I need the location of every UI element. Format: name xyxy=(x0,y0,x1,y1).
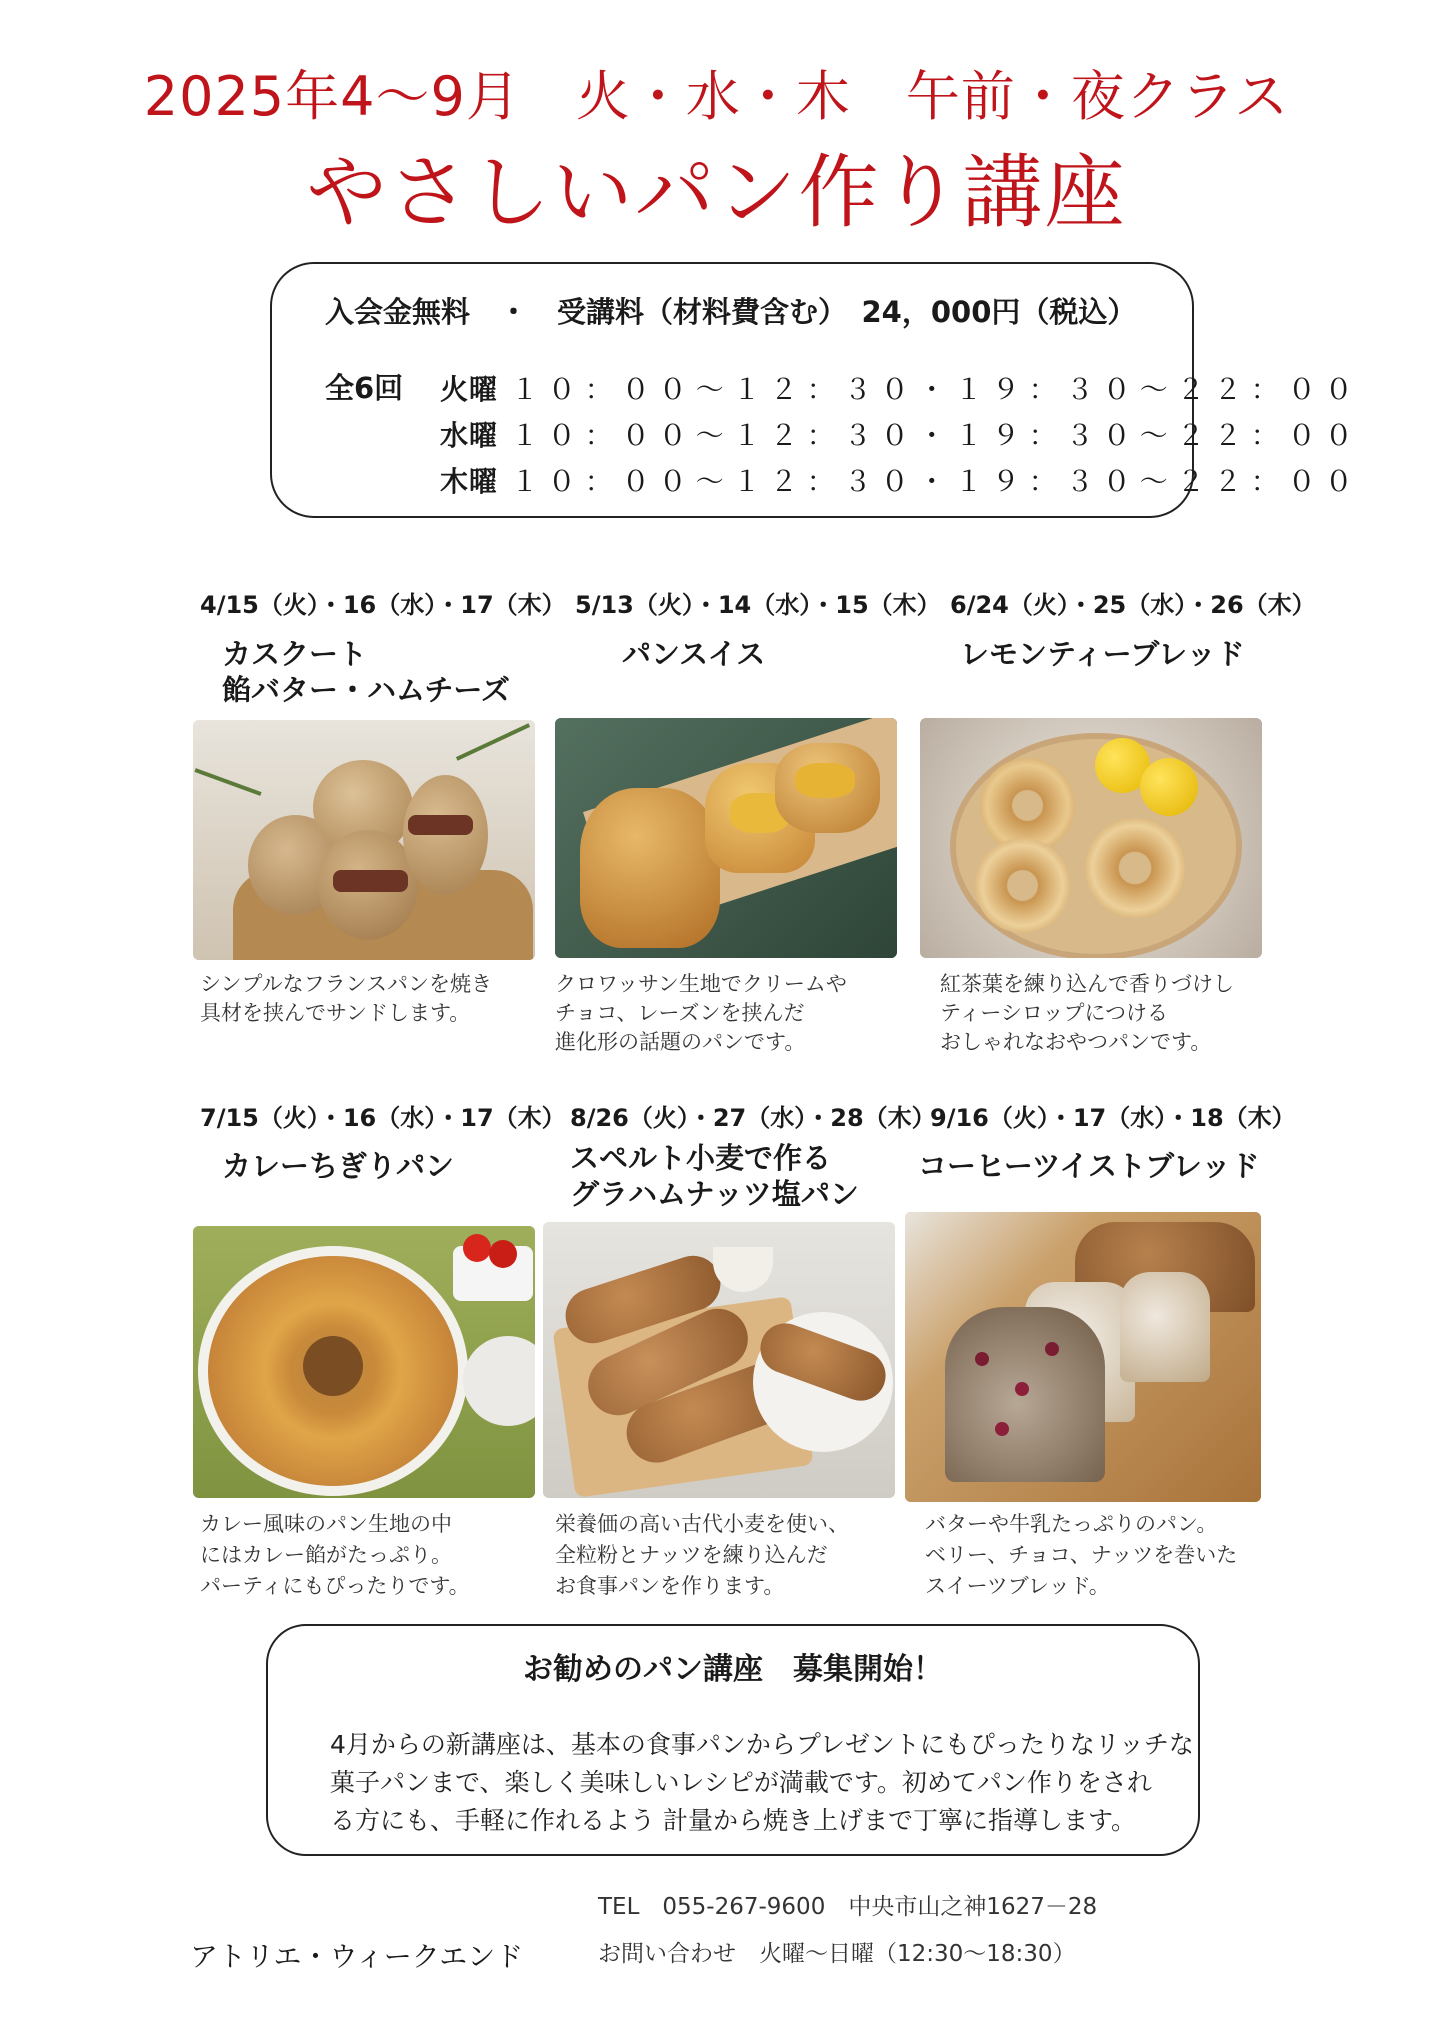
schedule-time: １０：００～１２：３０・１９：３０～２２：００ xyxy=(510,419,1362,452)
schedule-day: 火曜 xyxy=(440,373,499,406)
class-photo-pain-suisse xyxy=(555,718,897,958)
class-description: にはカレー餡がたっぷり。 xyxy=(200,1543,452,1567)
recommend-title: お勧めのパン講座 募集開始！ xyxy=(523,1652,943,1687)
class-description: お食事パンを作ります。 xyxy=(555,1574,785,1598)
class-date: 7/15（火）・16（水）・17（木） xyxy=(200,1104,566,1132)
class-description: 全粒粉とナッツを練り込んだ xyxy=(555,1543,828,1567)
class-date: 5/13（火）・14（水）・15（木） xyxy=(575,591,941,619)
class-photo-lemon-tea-bread xyxy=(920,718,1262,958)
schedule-row xyxy=(440,460,1362,500)
schedule-time: １０：００～１２：３０・１９：３０～２２：００ xyxy=(510,373,1362,406)
header-subtitle: 2025年4～9月 火・水・木 午前・夜クラス xyxy=(143,65,1290,128)
recommend-text: 4月からの新講座は、基本の食事パンからプレゼントにもぴったりなリッチな xyxy=(330,1730,1194,1759)
fee-text: 入会金無料 ・ 受講料（材料費含む） 24，000円（税込） xyxy=(325,295,1137,329)
class-date: 4/15（火）・16（水）・17（木） xyxy=(200,591,566,619)
class-photo-spelt-salt-bread xyxy=(543,1222,895,1498)
class-description: 進化形の話題のパンです。 xyxy=(555,1030,806,1054)
class-description: スイーツブレッド。 xyxy=(925,1574,1110,1598)
class-photo-casse-croute xyxy=(193,720,535,960)
class-name-line2: グラハムナッツ塩パン xyxy=(570,1177,859,1211)
total-sessions: 全6回 xyxy=(325,371,404,405)
class-date: 9/16（火）・17（水）・18（木） xyxy=(930,1104,1296,1132)
class-name: カレーちぎりパン xyxy=(222,1149,455,1183)
class-name: パンスイス xyxy=(622,637,766,671)
class-description: カレー風味のパン生地の中 xyxy=(200,1512,452,1536)
atelier-name: アトリエ・ウィークエンド xyxy=(190,1940,524,1973)
class-photo-curry-pull-apart xyxy=(193,1226,535,1498)
class-name: コーヒーツイストブレッド xyxy=(918,1149,1260,1183)
contact-hours: お問い合わせ 火曜～日曜（12:30～18:30） xyxy=(598,1941,1076,1967)
class-name-line2: 餡バター・ハムチーズ xyxy=(222,673,510,707)
schedule-row xyxy=(440,368,1362,408)
recommend-text: 菓子パンまで、楽しく美味しいレシピが満載です。初めてパン作りをされ xyxy=(330,1768,1152,1797)
recommend-text: る方にも、手軽に作れるよう 計量から焼き上げまで丁寧に指導します。 xyxy=(330,1806,1136,1835)
class-description: クロワッサン生地でクリームや xyxy=(555,972,847,996)
class-description: パーティにもぴったりです。 xyxy=(200,1574,470,1598)
contact-tel-address: TEL 055-267-9600 中央市山之神1627－28 xyxy=(598,1894,1098,1920)
class-name: カスクート xyxy=(222,637,368,671)
class-description: ベリー、チョコ、ナッツを巻いた xyxy=(925,1543,1238,1567)
class-description: ティーシロップにつける xyxy=(940,1001,1169,1025)
class-photo-coffee-twist-bread xyxy=(905,1212,1261,1502)
class-date: 6/24（火）・25（水）・26（木） xyxy=(950,591,1316,619)
class-name: スペルト小麦で作る xyxy=(570,1141,832,1175)
page-title: やさしいパン作り講座 xyxy=(306,146,1127,239)
class-description: バターや牛乳たっぷりのパン。 xyxy=(925,1512,1218,1536)
class-name: レモンティーブレッド xyxy=(960,637,1245,671)
schedule-day: 木曜 xyxy=(440,465,499,498)
class-description: 紅茶葉を練り込んで香りづけし xyxy=(940,972,1234,996)
schedule-time: １０：００～１２：３０・１９：３０～２２：００ xyxy=(510,465,1362,498)
class-description: おしゃれなおやつパンです。 xyxy=(940,1030,1212,1054)
schedule-day: 水曜 xyxy=(440,419,499,452)
class-description: 栄養価の高い古代小麦を使い、 xyxy=(555,1512,849,1536)
schedule-row xyxy=(440,414,1362,454)
class-description: チョコ、レーズンを挟んだ xyxy=(555,1001,805,1025)
class-date: 8/26（火）・27（水）・28（木） xyxy=(570,1104,936,1132)
class-description: シンプルなフランスパンを焼き xyxy=(200,972,493,996)
class-description: 具材を挟んでサンドします。 xyxy=(200,1001,471,1025)
